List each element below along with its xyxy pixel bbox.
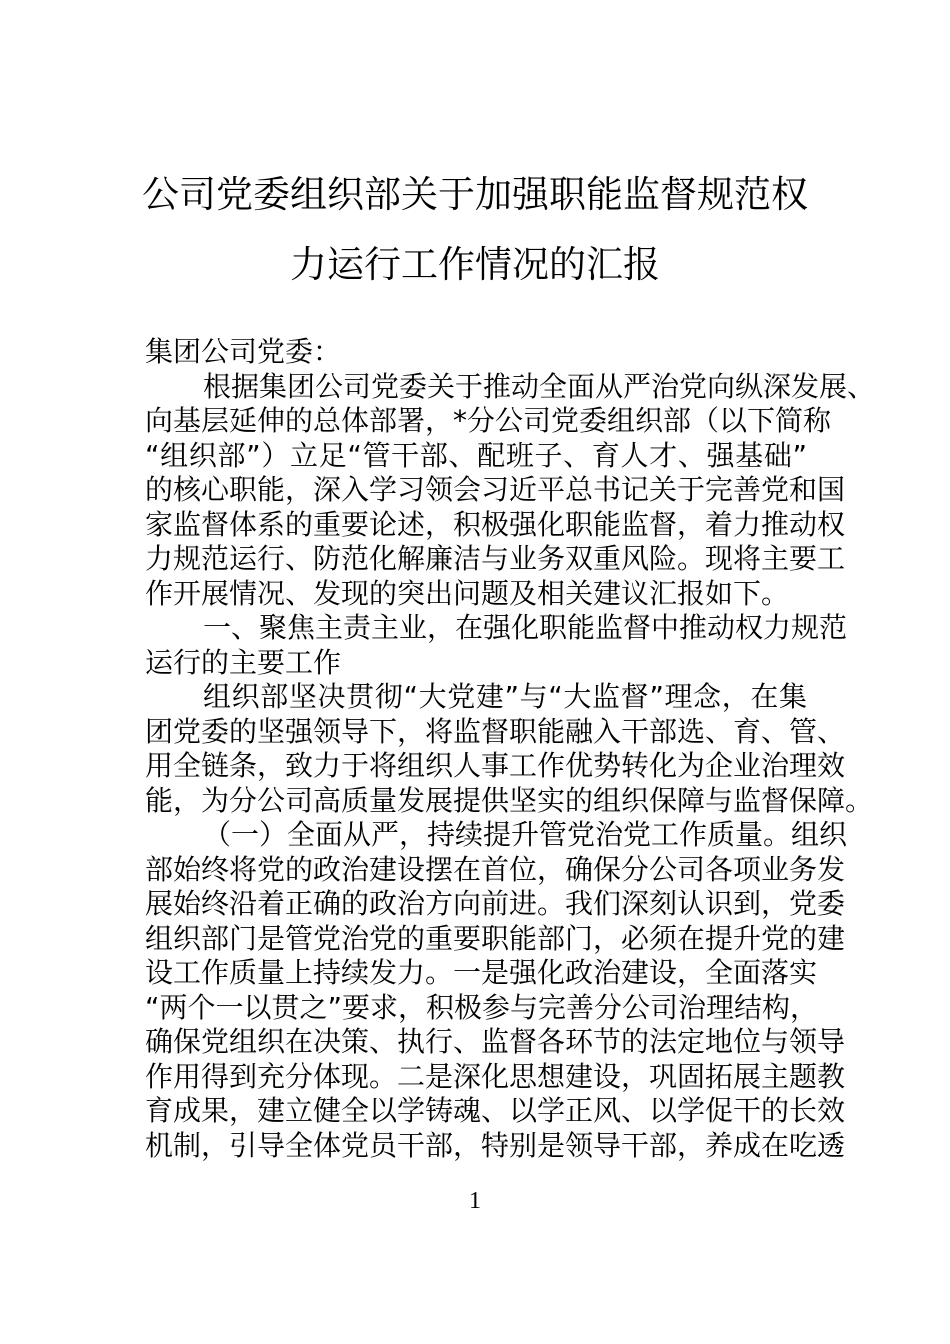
text-line: “两个一以贯之”要求，积极参与完善分公司治理结构， [145, 990, 819, 1024]
salutation: 集团公司党委： [145, 335, 342, 368]
text-line: 组织部坚决贯彻“大党建”与“大监督”理念，在集 [203, 680, 807, 713]
text-line: 根据集团公司党委关于推动全面从严治党向纵深发展、 [203, 369, 876, 403]
text-line: （一）全面从严，持续提升管党治党工作质量。组织 [203, 818, 848, 851]
text-line: 展始终沿着正确的政治方向前进。我们深刻认识到，党委 [145, 887, 846, 920]
text-line: 能，为分公司高质量发展提供坚实的组织保障与监督保障。 [145, 783, 874, 817]
section-heading [145, 611, 848, 680]
text-line: 家监督体系的重要论述，积极强化职能监督，着力推动权 [145, 507, 846, 541]
text-line: 用全链条，致力于将组织人事工作优势转化为企业治理效 [145, 749, 846, 782]
paragraph [145, 818, 848, 1163]
text-line: 的核心职能，深入学习领会习近平总书记关于完善党和国 [145, 473, 846, 506]
text-line: 确保党组织在决策、执行、监督各环节的法定地位与领导 [145, 1025, 846, 1058]
paragraph-intro [145, 369, 876, 612]
text-line: 力规范运行、防范化解廉洁与业务双重风险。现将主要工 [145, 542, 846, 575]
text-line: 运行的主要工作 [145, 645, 342, 679]
document-body [145, 335, 876, 1163]
text-line: 机制，引导全体党员干部，特别是领导干部，养成在吃透 [145, 1128, 846, 1162]
text-line: 部始终将党的政治建设摆在首位，确保分公司各项业务发 [145, 852, 846, 886]
paragraph [145, 680, 874, 818]
text-line: 团党委的坚强领导下，将监督职能融入干部选、育、管、 [145, 714, 846, 748]
text-line: 向基层延伸的总体部署，*分公司党委组织部（以下简称 [145, 404, 832, 437]
text-line: 作用得到充分体现。二是深化思想建设，巩固拓展主题教 [145, 1059, 846, 1093]
page-number: 1 [469, 1188, 481, 1214]
text-line: 组织部门是管党治党的重要职能部门，必须在提升党的建 [145, 921, 846, 955]
document-title-line-1: 公司党委组织部关于加强职能监督规范权 [142, 173, 808, 216]
text-line: 设工作质量上持续发力。一是强化政治建设，全面落实 [145, 956, 818, 989]
document-title-line-2: 力运行工作情况的汇报 [290, 243, 660, 286]
text-line: 作开展情况、发现的突出问题及相关建议汇报如下。 [145, 576, 790, 610]
text-line: “组织部”）立足“管干部、配班子、育人才、强基础” [145, 438, 807, 472]
text-line: 一、聚焦主责主业，在强化职能监督中推动权力规范 [203, 611, 848, 644]
text-line: 育成果，建立健全以学铸魂、以学正风、以学促干的长效 [145, 1094, 846, 1127]
